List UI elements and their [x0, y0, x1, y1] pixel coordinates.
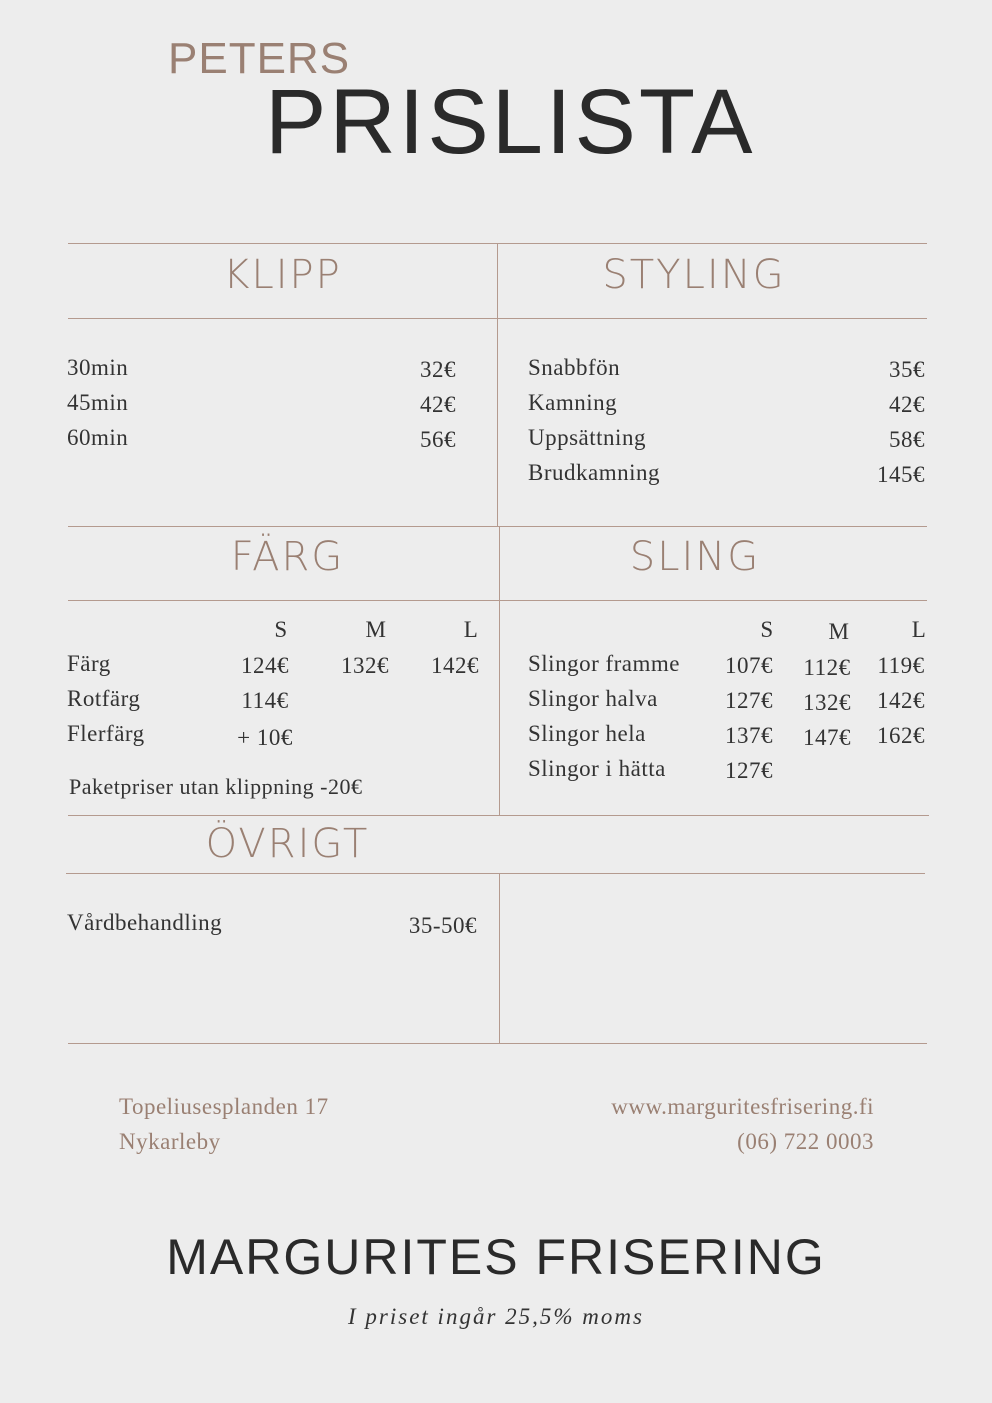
section-title-farg: FÄRG	[230, 534, 345, 580]
address-line2: Nykarleby	[119, 1129, 221, 1154]
divider-vertical-bottom	[499, 873, 500, 1043]
sling-price-m: 112€	[803, 655, 851, 680]
farg-price-l: 142€	[431, 653, 479, 678]
page-title: PRISLISTA	[265, 71, 756, 173]
klipp-item-price: 56€	[420, 427, 456, 452]
farg-size-header: S	[274, 617, 288, 642]
sling-row-name: Slingor hela	[528, 721, 646, 746]
styling-item-price: 145€	[877, 462, 925, 487]
sling-price-s: 127€	[725, 688, 773, 713]
farg-row-name: Rotfärg	[67, 686, 141, 711]
sling-price-s: 137€	[725, 723, 773, 748]
farg-price-s: 124€	[241, 653, 289, 678]
klipp-item-name: 45min	[67, 390, 129, 415]
sling-price-s: 127€	[725, 758, 773, 783]
farg-price-s: + 10€	[237, 725, 293, 750]
address-line1: Topeliusesplanden 17	[119, 1094, 329, 1119]
website-link[interactable]: www.marguritesfrisering.fi	[611, 1094, 874, 1119]
sling-size-header: L	[911, 617, 927, 642]
klipp-item-name: 30min	[67, 355, 129, 380]
section-title-ovrigt: ÖVRIGT	[205, 821, 370, 867]
divider-ovrigt-header	[66, 873, 925, 874]
vat-note: I priset ingår 25,5% moms	[348, 1304, 644, 1329]
sling-price-l: 162€	[877, 723, 925, 748]
header-subtitle: PETERS	[168, 34, 351, 83]
styling-item-price: 35€	[889, 357, 925, 382]
klipp-item-price: 32€	[420, 357, 456, 382]
farg-price-s: 114€	[241, 688, 289, 713]
farg-size-header: L	[463, 617, 479, 642]
sling-price-l: 142€	[877, 688, 925, 713]
sling-price-m: 132€	[803, 690, 851, 715]
farg-package-note: Paketpriser utan klippning -20€	[69, 774, 363, 799]
divider-bottom	[68, 1043, 927, 1044]
styling-item-price: 42€	[889, 392, 925, 417]
sling-price-m: 147€	[803, 725, 851, 750]
sling-size-header: M	[828, 619, 850, 644]
phone-number[interactable]: (06) 722 0003	[737, 1129, 874, 1154]
styling-item-name: Uppsättning	[528, 425, 646, 450]
farg-price-m: 132€	[341, 653, 389, 678]
ovrigt-item-price: 35-50€	[408, 913, 477, 938]
sling-price-l: 119€	[877, 653, 925, 678]
styling-item-price: 58€	[889, 427, 925, 452]
section-title-klipp: KLIPP	[223, 252, 342, 298]
ovrigt-item-name: Vårdbehandling	[67, 910, 223, 935]
section-title-sling: SLING	[629, 534, 761, 580]
sling-row-name: Slingor i hätta	[528, 756, 666, 781]
brand-name: MARGURITES FRISERING	[166, 1229, 826, 1285]
styling-item-name: Brudkamning	[528, 460, 660, 485]
farg-row-name: Färg	[67, 651, 111, 676]
sling-row-name: Slingor halva	[528, 686, 658, 711]
klipp-item-name: 60min	[67, 425, 129, 450]
farg-row-name: Flerfärg	[67, 721, 145, 746]
divider-ovrigt-top	[68, 815, 929, 816]
sling-price-s: 107€	[725, 653, 773, 678]
sling-row-name: Slingor framme	[528, 651, 680, 676]
styling-item-name: Snabbfön	[528, 355, 621, 380]
sling-size-header: S	[760, 617, 774, 642]
section-title-styling: STYLING	[602, 252, 786, 298]
divider-farg-sling-header	[68, 600, 927, 601]
farg-size-header: M	[365, 617, 387, 642]
styling-item-name: Kamning	[528, 390, 618, 415]
klipp-item-price: 42€	[420, 392, 456, 417]
divider-farg-sling-top	[68, 526, 927, 527]
